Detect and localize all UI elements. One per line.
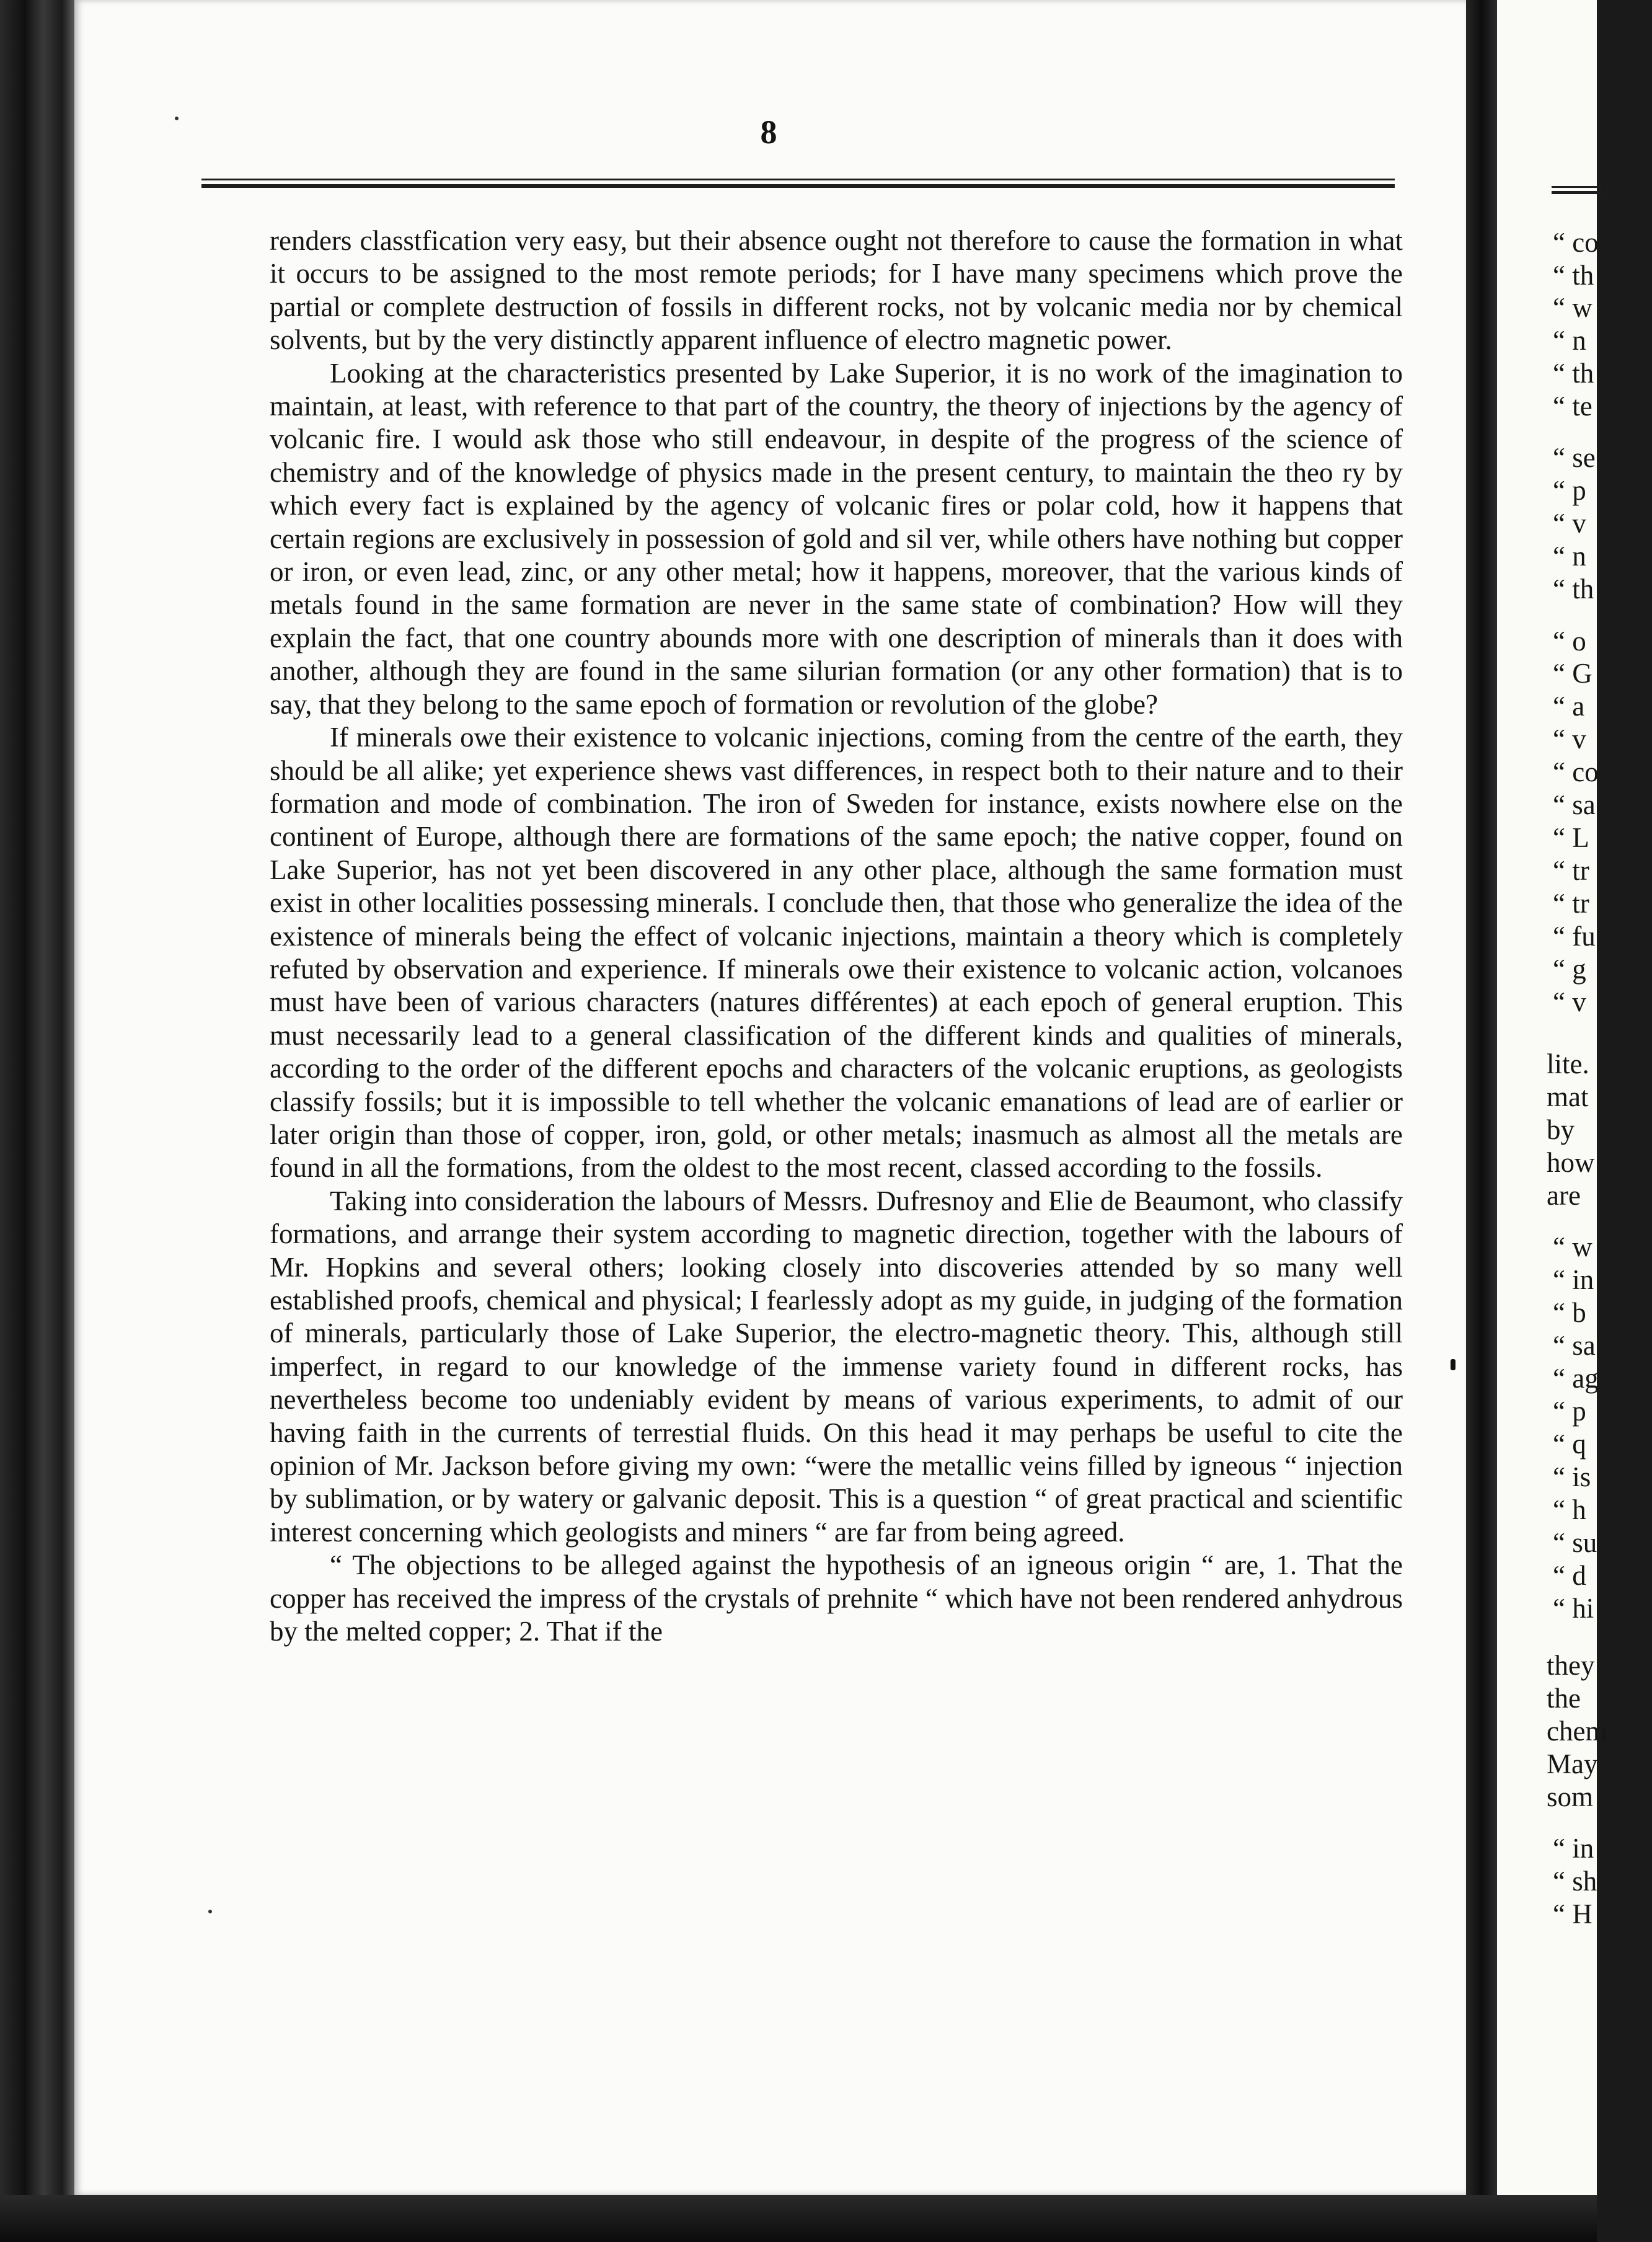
adjacent-text-line: “ h — [1553, 1494, 1586, 1525]
adjacent-text-line: they — [1547, 1650, 1595, 1681]
adjacent-text-line: “ sa — [1553, 789, 1596, 820]
header-rule-thick — [201, 184, 1395, 188]
book-spine-edge — [0, 0, 87, 2242]
adjacent-text-line: “ G — [1553, 658, 1592, 689]
adjacent-text-line: May — [1547, 1748, 1598, 1779]
adjacent-text-line: “ th — [1553, 574, 1594, 605]
adjacent-text-line: mat — [1547, 1081, 1589, 1112]
adjacent-text-line: by — [1547, 1114, 1575, 1145]
header-rule-thin — [201, 179, 1395, 180]
adjacent-text-line: “ g — [1553, 954, 1586, 985]
adjacent-text-line: “ a — [1553, 691, 1585, 722]
adjacent-text-line: “ su — [1553, 1527, 1597, 1558]
paper-speck — [208, 1910, 212, 1913]
adjacent-text-line: “ d — [1553, 1560, 1586, 1591]
adjacent-text-line: “ in — [1553, 1264, 1594, 1295]
paragraph-2: Looking at the characteristics presented by Lake Superior, it is no work of the imagination to maintain, at least, with reference to that part of the country, the theory of injections by the agency of volcanic fire. I would ask those who still endeavour, in despite of the progress of the science of chemistry and of the knowledge of physics made in the present century, to maintain the theo ry by which every fact is explained by the agency of volcanic fires or polar cold, how it happens that certain regions are exclusively in possession of gold and sil ver, while others have nothing but copper or iron, or even lead, zinc, or any other metal; how it happens, moreover, that the various kinds of metals found in the same formation are never in the same state of combination? How will they explain the fact, that one country abounds more with one description of minerals than it does with another, although they are found in the same silurian formation (or any other formation) that is to say, that they belong to the same epoch of formation or revolution of the globe? — [270, 357, 1403, 720]
adjacent-text-line: “ is — [1553, 1461, 1591, 1492]
adjacent-text-line: “ w — [1553, 292, 1592, 323]
scan-bottom-edge — [0, 2195, 1597, 2242]
adjacent-text-line: “ w — [1553, 1231, 1592, 1262]
adjacent-text-line: “ sa — [1553, 1330, 1596, 1361]
page-number: 8 — [760, 113, 777, 151]
adjacent-text-line: “ L — [1553, 822, 1589, 853]
adjacent-text-line: “ v — [1553, 508, 1586, 539]
adjacent-page-fragment — [1497, 0, 1607, 2195]
adjacent-text-line: “ v — [1553, 724, 1586, 755]
adjacent-text-line: “ v — [1553, 986, 1586, 1017]
adjacent-text-line: “ hi — [1553, 1593, 1594, 1624]
adjacent-text-line: “ co — [1553, 227, 1599, 258]
adjacent-text-line: “ sh — [1553, 1866, 1597, 1897]
adjacent-text-line: “ th — [1553, 260, 1594, 291]
adjacent-text-line: “ o — [1553, 626, 1586, 657]
paper-speck — [175, 117, 179, 120]
adjacent-text-line: “ se — [1553, 442, 1596, 473]
adjacent-text-line: “ ag — [1553, 1363, 1599, 1394]
adjacent-text-line: “ b — [1553, 1297, 1586, 1328]
adjacent-header-rule — [1552, 191, 1601, 194]
paragraph-1: renders classtfication very easy, but their absence ought not therefore to cause the formation in what it occurs to be assigned to the most remote periods; for I have many specimens which prove the partial or complete destruction of fossils in different rocks, not by volcanic media nor by chemical solvents, but by the very distinctly apparent influence of electro magnetic power. — [270, 225, 1403, 356]
adjacent-text-line: “ p — [1553, 475, 1586, 506]
adjacent-text-line: chem — [1547, 1716, 1607, 1747]
adjacent-text-line: “ th — [1553, 358, 1594, 389]
book-gutter — [1466, 0, 1497, 2242]
adjacent-text-line: “ n — [1553, 325, 1586, 356]
adjacent-text-line: “ n — [1553, 541, 1586, 572]
adjacent-text-line: som — [1547, 1781, 1594, 1812]
adjacent-text-line: “ tr — [1553, 888, 1589, 919]
adjacent-text-line: “ in — [1553, 1833, 1594, 1864]
adjacent-text-line: “ H — [1553, 1899, 1592, 1930]
paragraph-5: “ The objections to be alleged against the hypothesis of an igneous origin “ are, 1. That the copper has received the impress of the crystals of prehnite “ which have not been rendered anhydrous by the melted copper; 2. That if the — [270, 1549, 1403, 1647]
adjacent-text-line: “ q — [1553, 1429, 1586, 1460]
paragraph-3: If minerals owe their existence to volcanic injections, coming from the centre of the earth, they should be all alike; yet experience shews vast differences, in respect both to their nature and to their formation and mode of combination. The iron of Sweden for instance, exists nowhere else on the continent of Europe, although there are formations of the same epoch; the native copper, found on Lake Superior, has not yet been discovered in any other place, although the same formation must exist in other localities possessing minerals. I conclude then, that those who generalize the idea of the existence of minerals being the effect of volcanic injections, maintain a theory which is completely refuted by observation and experience. If minerals owe their existence to volcanic action, volcanoes must have been of various characters (natures différentes) at each epoch of general eruption. This must necessarily lead to a general classification of the different kinds and qualities of minerals, according to the order of the different epochs and characters of the volcanic eruptions, as geologists classify fossils; but it is impossible to tell whether the volcanic emanations of lead are of earlier or later origin than those of copper, iron, gold, or other metals; inasmuch as almost all the metals are found in all the formations, from the oldest to the most recent, classed according to the fossils. — [270, 722, 1403, 1184]
adjacent-text-line: the — [1547, 1683, 1581, 1714]
adjacent-text-line: how — [1547, 1147, 1595, 1178]
body-text — [270, 224, 1403, 1648]
paragraph-4: Taking into consideration the labours of Messrs. Dufresnoy and Elie de Beaumont, who classify formations, and arrange their system according to magnetic direction, together with the labours of Mr. Hopkins and several others; looking closely into discoveries attended by so many well established proofs, chemical and physical; I fearlessly adopt as my guide, in judging of the formation of minerals, particularly those of Lake Superior, the electro-magnetic theory. This, although still imperfect, in regard to our knowledge of the immense variety found in different rocks, has nevertheless become too undeniably evident by means of various experiments, to admit of our having faith in the currents of terrestial fluids. On this head it may perhaps be useful to cite the opinion of Mr. Jackson before giving my own: “were the metallic veins filled by igneous “ injection by sublimation, or by watery or galvanic deposit. This is a question “ of great practical and scientific interest concerning which geologists and miners “ are far from being agreed. — [270, 1185, 1403, 1548]
adjacent-text-line: “ co — [1553, 756, 1599, 787]
adjacent-text-line: are — [1547, 1180, 1581, 1211]
adjacent-text-line: “ p — [1553, 1396, 1586, 1427]
adjacent-header-rule — [1552, 186, 1601, 188]
adjacent-text-line: “ tr — [1553, 855, 1589, 886]
paper-speck — [1451, 1359, 1455, 1370]
adjacent-text-line: “ te — [1553, 391, 1592, 422]
adjacent-text-line: lite. — [1547, 1048, 1589, 1079]
adjacent-text-line: “ fu — [1553, 921, 1596, 952]
